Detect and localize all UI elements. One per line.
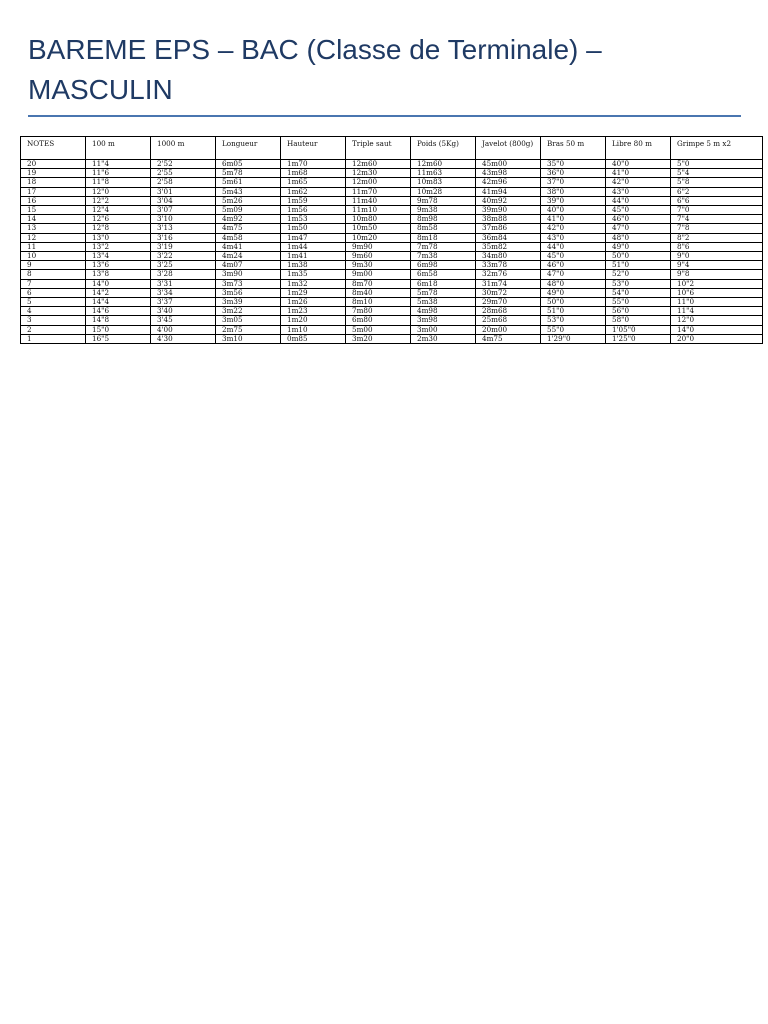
cell-javelot: 37m86 bbox=[476, 224, 541, 233]
cell-1000m: 2'55 bbox=[151, 169, 216, 178]
cell-bras-50m: 40"0 bbox=[541, 206, 606, 215]
cell-hauteur: 1m53 bbox=[281, 215, 346, 224]
cell-bras-50m: 49"0 bbox=[541, 288, 606, 297]
cell-hauteur: 1m56 bbox=[281, 206, 346, 215]
header-bras-50m: Bras 50 m bbox=[541, 137, 606, 160]
cell-poids: 6m98 bbox=[411, 261, 476, 270]
cell-100m: 14"2 bbox=[86, 288, 151, 297]
cell-notes: 20 bbox=[21, 160, 86, 169]
cell-poids: 6m18 bbox=[411, 279, 476, 288]
cell-100m: 13"4 bbox=[86, 252, 151, 261]
cell-1000m: 2'58 bbox=[151, 178, 216, 187]
cell-grimpe: 5"0 bbox=[671, 160, 763, 169]
cell-poids: 5m78 bbox=[411, 288, 476, 297]
cell-libre-80m: 43"0 bbox=[606, 187, 671, 196]
cell-100m: 12"8 bbox=[86, 224, 151, 233]
cell-javelot: 40m92 bbox=[476, 196, 541, 205]
cell-100m: 11"8 bbox=[86, 178, 151, 187]
table-row bbox=[21, 307, 763, 316]
cell-1000m: 3'40 bbox=[151, 307, 216, 316]
cell-bras-50m: 48"0 bbox=[541, 279, 606, 288]
cell-poids: 11m63 bbox=[411, 169, 476, 178]
cell-grimpe: 5"8 bbox=[671, 178, 763, 187]
cell-javelot: 4m75 bbox=[476, 334, 541, 343]
cell-grimpe: 8"6 bbox=[671, 242, 763, 251]
table-row bbox=[21, 334, 763, 343]
cell-longueur: 4m75 bbox=[216, 224, 281, 233]
cell-1000m: 3'10 bbox=[151, 215, 216, 224]
cell-hauteur: 1m41 bbox=[281, 252, 346, 261]
cell-notes: 14 bbox=[21, 215, 86, 224]
cell-longueur: 2m75 bbox=[216, 325, 281, 334]
table-row bbox=[21, 224, 763, 233]
cell-1000m: 3'13 bbox=[151, 224, 216, 233]
cell-javelot: 28m68 bbox=[476, 307, 541, 316]
cell-grimpe: 6"2 bbox=[671, 187, 763, 196]
cell-libre-80m: 58"0 bbox=[606, 316, 671, 325]
cell-bras-50m: 55"0 bbox=[541, 325, 606, 334]
cell-100m: 13"8 bbox=[86, 270, 151, 279]
cell-100m: 14"4 bbox=[86, 298, 151, 307]
cell-notes: 18 bbox=[21, 178, 86, 187]
cell-grimpe: 9"8 bbox=[671, 270, 763, 279]
header-grimpe: Grimpe 5 m x2 bbox=[671, 137, 763, 160]
table-row bbox=[21, 316, 763, 325]
table-row bbox=[21, 242, 763, 251]
header-1000m: 1000 m bbox=[151, 137, 216, 160]
cell-longueur: 5m78 bbox=[216, 169, 281, 178]
cell-longueur: 3m10 bbox=[216, 334, 281, 343]
cell-longueur: 3m05 bbox=[216, 316, 281, 325]
cell-100m: 12"6 bbox=[86, 215, 151, 224]
cell-triple-saut: 9m00 bbox=[346, 270, 411, 279]
cell-hauteur: 1m44 bbox=[281, 242, 346, 251]
cell-javelot: 30m72 bbox=[476, 288, 541, 297]
cell-grimpe: 9"4 bbox=[671, 261, 763, 270]
cell-100m: 13"6 bbox=[86, 261, 151, 270]
cell-100m: 12"2 bbox=[86, 196, 151, 205]
cell-longueur: 4m41 bbox=[216, 242, 281, 251]
cell-poids: 10m28 bbox=[411, 187, 476, 196]
cell-libre-80m: 50"0 bbox=[606, 252, 671, 261]
cell-javelot: 43m98 bbox=[476, 169, 541, 178]
cell-hauteur: 0m85 bbox=[281, 334, 346, 343]
cell-poids: 8m58 bbox=[411, 224, 476, 233]
cell-notes: 12 bbox=[21, 233, 86, 242]
cell-notes: 10 bbox=[21, 252, 86, 261]
cell-longueur: 3m22 bbox=[216, 307, 281, 316]
cell-grimpe: 11"4 bbox=[671, 307, 763, 316]
cell-javelot: 32m76 bbox=[476, 270, 541, 279]
cell-1000m: 3'34 bbox=[151, 288, 216, 297]
table-row bbox=[21, 288, 763, 297]
cell-poids: 9m78 bbox=[411, 196, 476, 205]
cell-1000m: 2'52 bbox=[151, 160, 216, 169]
cell-hauteur: 1m68 bbox=[281, 169, 346, 178]
cell-hauteur: 1m70 bbox=[281, 160, 346, 169]
cell-notes: 8 bbox=[21, 270, 86, 279]
cell-hauteur: 1m38 bbox=[281, 261, 346, 270]
cell-longueur: 3m73 bbox=[216, 279, 281, 288]
cell-bras-50m: 39"0 bbox=[541, 196, 606, 205]
cell-hauteur: 1m20 bbox=[281, 316, 346, 325]
cell-triple-saut: 8m40 bbox=[346, 288, 411, 297]
cell-1000m: 3'37 bbox=[151, 298, 216, 307]
cell-triple-saut: 12m60 bbox=[346, 160, 411, 169]
cell-longueur: 5m43 bbox=[216, 187, 281, 196]
cell-100m: 12"4 bbox=[86, 206, 151, 215]
cell-javelot: 33m78 bbox=[476, 261, 541, 270]
cell-longueur: 3m39 bbox=[216, 298, 281, 307]
cell-triple-saut: 10m80 bbox=[346, 215, 411, 224]
table-row bbox=[21, 298, 763, 307]
cell-100m: 13"0 bbox=[86, 233, 151, 242]
cell-poids: 4m98 bbox=[411, 307, 476, 316]
cell-triple-saut: 12m30 bbox=[346, 169, 411, 178]
cell-longueur: 4m92 bbox=[216, 215, 281, 224]
cell-notes: 13 bbox=[21, 224, 86, 233]
cell-notes: 7 bbox=[21, 279, 86, 288]
cell-notes: 19 bbox=[21, 169, 86, 178]
cell-libre-80m: 42"0 bbox=[606, 178, 671, 187]
cell-100m: 15"0 bbox=[86, 325, 151, 334]
cell-poids: 3m00 bbox=[411, 325, 476, 334]
cell-triple-saut: 8m10 bbox=[346, 298, 411, 307]
cell-hauteur: 1m23 bbox=[281, 307, 346, 316]
cell-100m: 14"0 bbox=[86, 279, 151, 288]
table-row bbox=[21, 160, 763, 169]
cell-grimpe: 5"4 bbox=[671, 169, 763, 178]
cell-triple-saut: 11m40 bbox=[346, 196, 411, 205]
cell-poids: 8m98 bbox=[411, 215, 476, 224]
cell-javelot: 41m94 bbox=[476, 187, 541, 196]
cell-1000m: 3'22 bbox=[151, 252, 216, 261]
cell-100m: 13"2 bbox=[86, 242, 151, 251]
header-hauteur: Hauteur bbox=[281, 137, 346, 160]
cell-100m: 11"6 bbox=[86, 169, 151, 178]
cell-1000m: 3'45 bbox=[151, 316, 216, 325]
cell-bras-50m: 37"0 bbox=[541, 178, 606, 187]
cell-javelot: 42m96 bbox=[476, 178, 541, 187]
cell-1000m: 3'31 bbox=[151, 279, 216, 288]
cell-libre-80m: 52"0 bbox=[606, 270, 671, 279]
cell-longueur: 3m56 bbox=[216, 288, 281, 297]
cell-libre-80m: 41"0 bbox=[606, 169, 671, 178]
cell-grimpe: 10"2 bbox=[671, 279, 763, 288]
header-javelot: Javelot (800g) bbox=[476, 137, 541, 160]
cell-libre-80m: 51"0 bbox=[606, 261, 671, 270]
cell-grimpe: 9"0 bbox=[671, 252, 763, 261]
cell-grimpe: 8"2 bbox=[671, 233, 763, 242]
table-row bbox=[21, 279, 763, 288]
cell-triple-saut: 12m00 bbox=[346, 178, 411, 187]
cell-1000m: 4'30 bbox=[151, 334, 216, 343]
cell-bras-50m: 51"0 bbox=[541, 307, 606, 316]
cell-triple-saut: 7m80 bbox=[346, 307, 411, 316]
cell-hauteur: 1m10 bbox=[281, 325, 346, 334]
cell-grimpe: 11"0 bbox=[671, 298, 763, 307]
cell-1000m: 3'04 bbox=[151, 196, 216, 205]
cell-100m: 16"5 bbox=[86, 334, 151, 343]
cell-javelot: 35m82 bbox=[476, 242, 541, 251]
cell-hauteur: 1m62 bbox=[281, 187, 346, 196]
cell-notes: 11 bbox=[21, 242, 86, 251]
cell-bras-50m: 38"0 bbox=[541, 187, 606, 196]
cell-triple-saut: 10m50 bbox=[346, 224, 411, 233]
cell-notes: 15 bbox=[21, 206, 86, 215]
cell-hauteur: 1m29 bbox=[281, 288, 346, 297]
cell-notes: 1 bbox=[21, 334, 86, 343]
cell-bras-50m: 50"0 bbox=[541, 298, 606, 307]
cell-hauteur: 1m32 bbox=[281, 279, 346, 288]
cell-triple-saut: 9m90 bbox=[346, 242, 411, 251]
cell-triple-saut: 8m70 bbox=[346, 279, 411, 288]
cell-grimpe: 12"0 bbox=[671, 316, 763, 325]
table-row bbox=[21, 169, 763, 178]
cell-poids: 3m98 bbox=[411, 316, 476, 325]
cell-poids: 8m18 bbox=[411, 233, 476, 242]
cell-100m: 14"8 bbox=[86, 316, 151, 325]
cell-hauteur: 1m59 bbox=[281, 196, 346, 205]
cell-poids: 2m30 bbox=[411, 334, 476, 343]
cell-grimpe: 20"0 bbox=[671, 334, 763, 343]
cell-grimpe: 6"6 bbox=[671, 196, 763, 205]
cell-bras-50m: 43"0 bbox=[541, 233, 606, 242]
table-body bbox=[21, 160, 763, 344]
cell-poids: 9m38 bbox=[411, 206, 476, 215]
cell-hauteur: 1m47 bbox=[281, 233, 346, 242]
cell-javelot: 38m88 bbox=[476, 215, 541, 224]
cell-longueur: 6m05 bbox=[216, 160, 281, 169]
table-row bbox=[21, 325, 763, 334]
cell-100m: 12"0 bbox=[86, 187, 151, 196]
cell-bras-50m: 45"0 bbox=[541, 252, 606, 261]
header-triple-saut: Triple saut bbox=[346, 137, 411, 160]
cell-100m: 14"6 bbox=[86, 307, 151, 316]
table-row bbox=[21, 187, 763, 196]
cell-triple-saut: 9m30 bbox=[346, 261, 411, 270]
header-libre-80m: Libre 80 m bbox=[606, 137, 671, 160]
cell-grimpe: 14"0 bbox=[671, 325, 763, 334]
score-table bbox=[20, 136, 763, 344]
cell-grimpe: 7"8 bbox=[671, 224, 763, 233]
cell-longueur: 4m24 bbox=[216, 252, 281, 261]
cell-bras-50m: 42"0 bbox=[541, 224, 606, 233]
cell-100m: 11"4 bbox=[86, 160, 151, 169]
table-row bbox=[21, 233, 763, 242]
cell-poids: 10m83 bbox=[411, 178, 476, 187]
cell-longueur: 5m26 bbox=[216, 196, 281, 205]
table-row bbox=[21, 252, 763, 261]
cell-libre-80m: 48"0 bbox=[606, 233, 671, 242]
cell-bras-50m: 35"0 bbox=[541, 160, 606, 169]
cell-1000m: 3'01 bbox=[151, 187, 216, 196]
header-longueur: Longueur bbox=[216, 137, 281, 160]
cell-hauteur: 1m35 bbox=[281, 270, 346, 279]
cell-poids: 5m38 bbox=[411, 298, 476, 307]
cell-libre-80m: 44"0 bbox=[606, 196, 671, 205]
page-title: BAREME EPS – BAC (Classe de Terminale) – MASCULIN bbox=[28, 34, 602, 105]
header-100m: 100 m bbox=[86, 137, 151, 160]
cell-bras-50m: 41"0 bbox=[541, 215, 606, 224]
table-row bbox=[21, 196, 763, 205]
cell-hauteur: 1m50 bbox=[281, 224, 346, 233]
cell-javelot: 36m84 bbox=[476, 233, 541, 242]
cell-1000m: 3'25 bbox=[151, 261, 216, 270]
cell-notes: 9 bbox=[21, 261, 86, 270]
cell-poids: 12m60 bbox=[411, 160, 476, 169]
cell-triple-saut: 3m20 bbox=[346, 334, 411, 343]
cell-notes: 5 bbox=[21, 298, 86, 307]
cell-javelot: 39m90 bbox=[476, 206, 541, 215]
cell-libre-80m: 46"0 bbox=[606, 215, 671, 224]
cell-1000m: 3'07 bbox=[151, 206, 216, 215]
cell-grimpe: 7"0 bbox=[671, 206, 763, 215]
cell-poids: 7m78 bbox=[411, 242, 476, 251]
cell-hauteur: 1m26 bbox=[281, 298, 346, 307]
cell-1000m: 4'00 bbox=[151, 325, 216, 334]
cell-triple-saut: 11m70 bbox=[346, 187, 411, 196]
cell-1000m: 3'28 bbox=[151, 270, 216, 279]
cell-javelot: 29m70 bbox=[476, 298, 541, 307]
cell-poids: 6m58 bbox=[411, 270, 476, 279]
cell-notes: 4 bbox=[21, 307, 86, 316]
table-row bbox=[21, 206, 763, 215]
table-header-row bbox=[21, 137, 763, 160]
header-notes: NOTES bbox=[21, 137, 86, 160]
cell-javelot: 20m00 bbox=[476, 325, 541, 334]
cell-bras-50m: 53"0 bbox=[541, 316, 606, 325]
cell-1000m: 3'16 bbox=[151, 233, 216, 242]
cell-libre-80m: 56"0 bbox=[606, 307, 671, 316]
cell-longueur: 5m61 bbox=[216, 178, 281, 187]
cell-triple-saut: 9m60 bbox=[346, 252, 411, 261]
cell-notes: 6 bbox=[21, 288, 86, 297]
table-row bbox=[21, 178, 763, 187]
cell-libre-80m: 40"0 bbox=[606, 160, 671, 169]
cell-notes: 3 bbox=[21, 316, 86, 325]
cell-javelot: 34m80 bbox=[476, 252, 541, 261]
cell-grimpe: 7"4 bbox=[671, 215, 763, 224]
cell-notes: 2 bbox=[21, 325, 86, 334]
cell-triple-saut: 10m20 bbox=[346, 233, 411, 242]
cell-1000m: 3'19 bbox=[151, 242, 216, 251]
cell-libre-80m: 53"0 bbox=[606, 279, 671, 288]
cell-longueur: 3m90 bbox=[216, 270, 281, 279]
cell-triple-saut: 6m80 bbox=[346, 316, 411, 325]
cell-triple-saut: 5m00 bbox=[346, 325, 411, 334]
cell-javelot: 31m74 bbox=[476, 279, 541, 288]
cell-bras-50m: 46"0 bbox=[541, 261, 606, 270]
table-row bbox=[21, 261, 763, 270]
cell-libre-80m: 55"0 bbox=[606, 298, 671, 307]
cell-bras-50m: 36"0 bbox=[541, 169, 606, 178]
cell-libre-80m: 1'05"0 bbox=[606, 325, 671, 334]
cell-notes: 16 bbox=[21, 196, 86, 205]
cell-longueur: 5m09 bbox=[216, 206, 281, 215]
cell-javelot: 45m00 bbox=[476, 160, 541, 169]
table-row bbox=[21, 215, 763, 224]
cell-libre-80m: 45"0 bbox=[606, 206, 671, 215]
cell-longueur: 4m07 bbox=[216, 261, 281, 270]
title-underline bbox=[28, 115, 741, 117]
cell-longueur: 4m58 bbox=[216, 233, 281, 242]
cell-libre-80m: 1'25"0 bbox=[606, 334, 671, 343]
cell-bras-50m: 1'29"0 bbox=[541, 334, 606, 343]
table-row bbox=[21, 270, 763, 279]
cell-bras-50m: 47"0 bbox=[541, 270, 606, 279]
cell-javelot: 25m68 bbox=[476, 316, 541, 325]
cell-poids: 7m38 bbox=[411, 252, 476, 261]
cell-triple-saut: 11m10 bbox=[346, 206, 411, 215]
cell-notes: 17 bbox=[21, 187, 86, 196]
cell-hauteur: 1m65 bbox=[281, 178, 346, 187]
cell-libre-80m: 49"0 bbox=[606, 242, 671, 251]
cell-bras-50m: 44"0 bbox=[541, 242, 606, 251]
cell-libre-80m: 54"0 bbox=[606, 288, 671, 297]
cell-grimpe: 10"6 bbox=[671, 288, 763, 297]
cell-libre-80m: 47"0 bbox=[606, 224, 671, 233]
header-poids: Poids (5Kg) bbox=[411, 137, 476, 160]
